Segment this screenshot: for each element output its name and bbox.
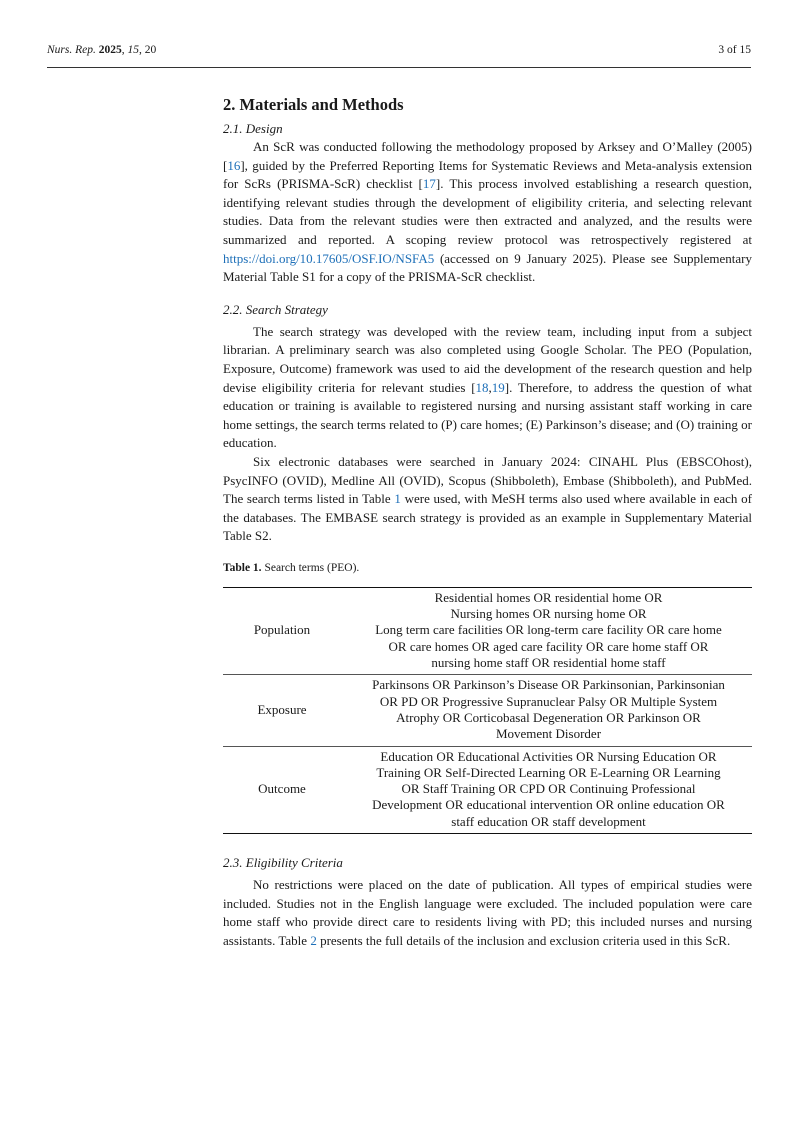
page-number: 3 of 15 [718, 44, 751, 56]
journal-year: 2025 [98, 44, 122, 56]
design-paragraph [223, 138, 752, 287]
exposure-terms [341, 675, 752, 746]
main-content [223, 94, 752, 950]
journal-citation: Nurs. Rep. 2025, 15, 20 [47, 44, 157, 56]
term-line: Parkinsons OR Parkinson’s Disease OR Parkinsonian, Parkinsonian [372, 677, 725, 693]
search-paragraph-2 [223, 453, 752, 546]
row-label-exposure: Exposure [223, 675, 341, 746]
population-terms [341, 587, 752, 674]
term-line: staff education OR staff development [451, 813, 646, 829]
term-line: nursing home staff OR residential home staff [431, 655, 666, 671]
search-terms-table [223, 587, 752, 834]
term-line: Atrophy OR Corticobasal Degeneration OR Parkinson OR [396, 709, 701, 725]
subsection-heading-search: 2.2. Search Strategy [223, 301, 328, 317]
term-line: Residential homes OR residential home OR [434, 589, 663, 605]
subsection-heading-design: 2.1. Design [223, 121, 283, 136]
table-row [223, 587, 752, 674]
text-run: ], guided by the Preferred Reporting Items for Systematic Reviews and Meta-analysis extension for ScRs (PRISMA-ScR) checklist [ [223, 157, 752, 192]
term-line: Nursing homes OR nursing home OR [450, 606, 647, 622]
term-line: Education OR Educational Activities OR Nursing Education OR [380, 748, 717, 764]
table-2-link[interactable]: 2 [310, 932, 317, 948]
table-row [223, 746, 752, 833]
text-run: Six electronic databases were searched in January 2024: CINAHL Plus (EBSCOhost), PsycINFO (OVID), Medline All (OVID), Scopus (Shibboleth), Embase (Shibboleth), and PubMed. The search terms listed in Table [223, 453, 752, 507]
term-line: Movement Disorder [495, 726, 602, 742]
section-title: 2. Materials and Methods [223, 95, 404, 114]
outcome-terms [341, 746, 752, 833]
text-run: No restrictions were placed on the date of publication. All types of empirical studies were included. Studies not in the English language were excluded. The included population were care home staff who provide direct care to residents living with PD; this included nurses and nursing assistants. Table [223, 877, 752, 948]
table-caption [223, 560, 752, 576]
text-run: were used, with MeSH terms also used where available in each of the databases. The EMBASE search strategy is provided as an example in Supplementary Material Table S2. [223, 491, 752, 544]
reference-link-18[interactable]: 18 [475, 379, 489, 395]
article-number: , 20 [139, 44, 157, 56]
row-label-population: Population [223, 587, 341, 674]
table-caption-text: Search terms (PEO). [261, 561, 360, 574]
table-row [223, 675, 752, 746]
table-1-link[interactable]: 1 [394, 491, 401, 507]
journal-volume: 15 [127, 44, 139, 56]
header-rule [47, 67, 751, 68]
running-header [47, 44, 751, 64]
text-run: ]. This process involved establishing a research question, identifying relevant studies through the development of eligibility criteria, and selecting relevant studies. Data from the relevant studies were then extracted and analyzed, and the results were summarized and reported. A scoping review protocol was retrospectively registered at [223, 176, 752, 247]
row-label-outcome: Outcome [223, 746, 341, 833]
text-run: ]. Therefore, to address the question of what education or training is available to registered nursing and nursing assistant staff working in care home settings, the search terms related to (P) care homes; (E) Parkinson’s disease; and (O) training or education. [223, 379, 752, 451]
term-line: Development OR educational intervention OR online education OR [372, 797, 725, 813]
term-line: Training OR Self-Directed Learning OR E-Learning OR Learning [376, 764, 721, 780]
protocol-link[interactable]: https://doi.org/10.17605/OSF.IO/NSFA5 [223, 250, 435, 266]
text-run: presents the full details of the inclusion and exclusion criteria used in this ScR. [316, 932, 731, 948]
term-line: OR PD OR Progressive Supranuclear Palsy OR Multiple System [379, 693, 718, 709]
journal-abbr: Nurs. Rep. [47, 44, 96, 56]
eligibility-paragraph [223, 876, 752, 950]
term-line: OR Staff Training OR CPD OR Continuing Professional [401, 781, 696, 797]
term-line: OR care homes OR aged care facility OR care home staff OR [388, 638, 709, 654]
term-line: Long term care facilities OR long-term care facility OR care home [375, 622, 722, 638]
subsection-heading-eligibility: 2.3. Eligibility Criteria [223, 855, 343, 871]
text-run: (accessed on 9 January 2025). Please see Supplementary Material Table S1 for a copy of the PRISMA-ScR checklist. [223, 250, 752, 285]
text-run: The search strategy was developed with the review team, including input from a subject librarian. A preliminary search was also completed using Google Scholar. The PEO (Population, Exposure, Outcome) framework was used to aid the development of the research question and help devise eligibility criteria for relevant studies [ [223, 323, 752, 395]
reference-link-16[interactable]: 16 [227, 157, 241, 173]
search-paragraph-1: The search strategy was developed with the review team, including input from a subject librarian. A preliminary search was also completed using Google Scholar. The PEO (Population, Exposure, Outcome) framework was used to aid the development of the research question and help devise eligibility criteria for relevant studies [18,19]. Therefore, to address the question of what education or training is available to registered nursing and nursing assistant staff working in care home settings, the search terms related to (P) care homes; (E) Parkinson’s disease; and (O) training or education. [223, 323, 752, 451]
text-run: An ScR was conducted following the methodology proposed by Arksey and O’Malley (2005) [ [223, 139, 752, 173]
reference-link-17[interactable]: 17 [422, 176, 436, 192]
reference-link-19[interactable]: 19 [491, 379, 505, 395]
table-caption-label: Table 1. [223, 561, 262, 574]
